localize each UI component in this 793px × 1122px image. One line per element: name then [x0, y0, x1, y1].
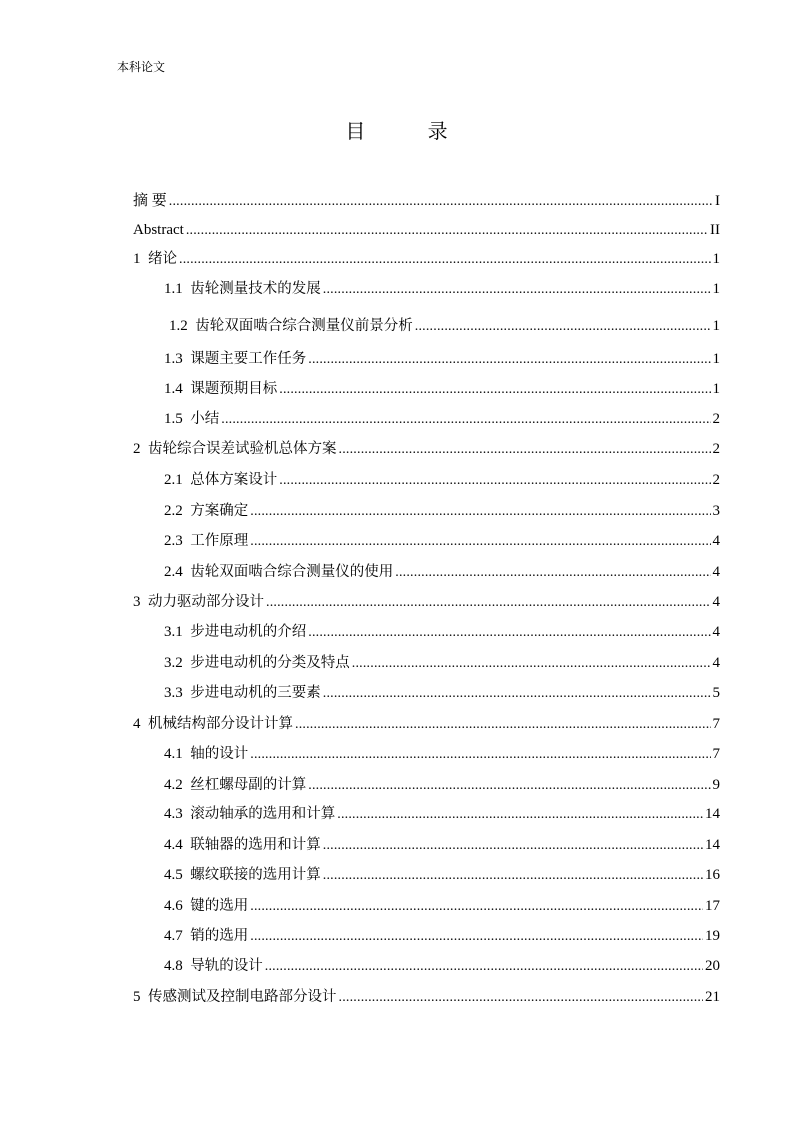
- toc-dot-leader: [221, 409, 710, 429]
- toc-dot-leader: [250, 744, 710, 764]
- toc-dot-leader: [323, 865, 703, 885]
- toc-entry-label: [164, 681, 321, 703]
- toc-entry-number: 摘 要: [133, 193, 167, 209]
- toc-entry[interactable]: [164, 560, 720, 582]
- toc-entry-label: [133, 218, 184, 240]
- toc-entry-title: 总体方案设计: [190, 472, 278, 488]
- toc-dot-leader: [186, 220, 708, 240]
- toc-page-number: 16: [705, 867, 720, 883]
- toc-dot-leader: [250, 896, 703, 916]
- toc-entry[interactable]: [164, 277, 720, 299]
- toc-entry-label: [164, 894, 248, 916]
- toc-dot-leader: [339, 987, 704, 1007]
- toc-entry-label: [164, 529, 248, 551]
- toc-page-number: 1: [712, 318, 720, 334]
- toc-entry[interactable]: [164, 742, 720, 764]
- toc-entry-title: 步进电动机的介绍: [190, 624, 307, 640]
- toc-entry-label: [164, 377, 277, 399]
- toc-entry[interactable]: [164, 894, 720, 916]
- toc-dot-leader: [279, 379, 710, 399]
- toc-entry-number: 3: [133, 594, 141, 610]
- toc-entry-title: 步进电动机的三要素: [190, 685, 321, 701]
- toc-entry-number: Abstract: [133, 222, 184, 238]
- toc-page-number: 9: [712, 777, 720, 793]
- toc-entry-number: 2.2: [164, 503, 183, 519]
- toc-page-number: 2: [712, 472, 720, 488]
- toc-entry-number: 4: [133, 716, 141, 732]
- toc-entry[interactable]: [164, 651, 720, 673]
- toc-entry[interactable]: [164, 681, 720, 703]
- toc-entry-title: 方案确定: [190, 503, 249, 519]
- toc-entry-label: [164, 620, 306, 642]
- toc-page-number: 2: [712, 411, 720, 427]
- toc-entry-label: [164, 773, 306, 795]
- toc-dot-leader: [323, 683, 711, 703]
- toc-entry[interactable]: [164, 954, 720, 976]
- toc-dot-leader: [250, 926, 703, 946]
- toc-page-number: 4: [712, 655, 720, 671]
- toc-dot-leader: [279, 470, 710, 490]
- toc-page-number: 14: [705, 837, 720, 853]
- toc-entry-title: 轴的设计: [190, 746, 249, 762]
- toc-page-number: 4: [712, 594, 720, 610]
- toc-page-number: 19: [705, 928, 720, 944]
- toc-page-number: 2: [712, 441, 720, 457]
- toc-dot-leader: [308, 349, 710, 369]
- toc-entry-label: [133, 189, 167, 211]
- toc-entry-number: 4.2: [164, 777, 183, 793]
- toc-entry[interactable]: [164, 802, 720, 824]
- toc-entry-title: 传感测试及控制电路部分设计: [148, 989, 337, 1005]
- toc-entry-number: 2.4: [164, 564, 183, 580]
- toc-entry-title: 导轨的设计: [190, 958, 263, 974]
- toc-entry-title: 绪论: [148, 251, 177, 267]
- toc-entry-label: [133, 437, 337, 459]
- toc-dot-leader: [250, 531, 710, 551]
- toc-entry-number: 4.5: [164, 867, 183, 883]
- toc-page-number: 3: [712, 503, 720, 519]
- toc-entry[interactable]: [164, 863, 720, 885]
- toc-entry-number: 2.1: [164, 472, 183, 488]
- toc-entry-label: [164, 802, 335, 824]
- toc-dot-leader: [395, 562, 710, 582]
- toc-entry-label: [164, 924, 248, 946]
- toc-entry[interactable]: [164, 529, 720, 551]
- toc-page-number: 5: [712, 685, 720, 701]
- toc-entry-number: 2: [133, 441, 141, 457]
- toc-entry[interactable]: [133, 189, 720, 211]
- toc-dot-leader: [323, 279, 711, 299]
- toc-entry[interactable]: [133, 218, 720, 240]
- toc-entry-number: 1: [133, 251, 141, 267]
- toc-entry-title: 滚动轴承的选用和计算: [190, 806, 336, 822]
- toc-page-number: I: [715, 193, 720, 209]
- toc-entry-label: [133, 590, 264, 612]
- toc-entry-label: [164, 954, 263, 976]
- toc-dot-leader: [265, 956, 703, 976]
- toc-entry-title: 齿轮综合误差试验机总体方案: [148, 441, 337, 457]
- toc-entry-label: [164, 468, 277, 490]
- toc-page-number: 4: [712, 533, 720, 549]
- toc-entry-title: 动力驱动部分设计: [148, 594, 264, 610]
- toc-entry-number: 4.7: [164, 928, 183, 944]
- toc-entry-number: 3.1: [164, 624, 183, 640]
- toc-entry-title: 步进电动机的分类及特点: [190, 655, 350, 671]
- toc-entry-title: 齿轮双面啮合综合测量仪的使用: [190, 564, 394, 580]
- toc-entry-title: 小结: [190, 411, 220, 427]
- toc-entry[interactable]: [164, 924, 720, 946]
- toc-dot-leader: [352, 653, 711, 673]
- toc-page-number: 1: [712, 381, 720, 397]
- toc-entry[interactable]: [164, 377, 720, 399]
- toc-entry-label: [164, 651, 350, 673]
- toc-entry-label: [169, 314, 413, 336]
- toc-entry-number: 1.5: [164, 411, 183, 427]
- toc-page-number: 7: [712, 716, 720, 732]
- toc-entry-title: 销的选用: [190, 928, 249, 944]
- toc-entry[interactable]: [133, 985, 720, 1007]
- toc-entry-title: 工作原理: [190, 533, 249, 549]
- toc-page-number: 21: [705, 989, 720, 1005]
- toc-entry-label: [164, 277, 321, 299]
- toc-dot-leader: [250, 501, 710, 521]
- toc-page-number: 4: [712, 624, 720, 640]
- toc-entry-number: 4.6: [164, 898, 183, 914]
- toc-entry[interactable]: [133, 247, 720, 269]
- toc-entry-label: [164, 742, 248, 764]
- toc-page-number: 1: [712, 281, 720, 297]
- toc-entry-title: 机械结构部分设计计算: [148, 716, 293, 732]
- toc-entry-number: 4.1: [164, 746, 183, 762]
- toc-dot-leader: [337, 804, 703, 824]
- toc-entry-label: [133, 247, 177, 269]
- toc-entry-label: [164, 863, 321, 885]
- toc-entry-title: 课题预期目标: [190, 381, 278, 397]
- toc-entry-title: 齿轮双面啮合综合测量仪前景分析: [195, 318, 413, 334]
- toc-dot-leader: [415, 316, 711, 336]
- toc-dot-leader: [179, 249, 711, 269]
- running-header: 本科论文: [117, 60, 166, 74]
- toc-entry-number: 5: [133, 989, 141, 1005]
- toc-entry-title: 联轴器的选用和计算: [190, 837, 321, 853]
- toc-entry-label: [164, 499, 248, 521]
- toc-page-number: 1: [712, 251, 720, 267]
- toc-entry-title: 丝杠螺母副的计算: [190, 777, 307, 793]
- toc-entry-title: 键的选用: [190, 898, 249, 914]
- toc-entry[interactable]: [133, 590, 720, 612]
- toc-entry[interactable]: [164, 499, 720, 521]
- toc-page-number: 4: [712, 564, 720, 580]
- toc-entry[interactable]: [164, 620, 720, 642]
- toc-page-number: 1: [712, 351, 720, 367]
- toc-entry-number: 1.4: [164, 381, 183, 397]
- toc-dot-leader: [266, 592, 711, 612]
- toc-page-number: 17: [705, 898, 720, 914]
- toc-dot-leader: [308, 775, 710, 795]
- toc-page-number: II: [710, 222, 720, 238]
- toc-entry-number: 1.1: [164, 281, 183, 297]
- toc-page-number: 20: [705, 958, 720, 974]
- toc-entry-number: 4.8: [164, 958, 183, 974]
- toc-entry-number: 1.3: [164, 351, 183, 367]
- toc-entry-title: 齿轮测量技术的发展: [190, 281, 321, 297]
- toc-entry-label: [164, 407, 219, 429]
- toc-entry-number: 3.3: [164, 685, 183, 701]
- toc-entry-number: 4.4: [164, 837, 183, 853]
- toc-dot-leader: [339, 439, 711, 459]
- toc-entry-number: 2.3: [164, 533, 183, 549]
- toc-entry-number: 4.3: [164, 806, 183, 822]
- toc-dot-leader: [308, 622, 710, 642]
- toc-page-number: 7: [712, 746, 720, 762]
- toc-entry[interactable]: [164, 773, 720, 795]
- toc-entry[interactable]: [169, 314, 720, 336]
- toc-entry[interactable]: [164, 833, 720, 855]
- toc-dot-leader: [295, 714, 711, 734]
- toc-entry-title: 螺纹联接的选用计算: [190, 867, 321, 883]
- toc-entry-label: [133, 712, 293, 734]
- toc-entry[interactable]: [164, 468, 720, 490]
- toc-entry[interactable]: [164, 347, 720, 369]
- page-title: 目 录: [345, 119, 476, 143]
- toc-entry-number: 3.2: [164, 655, 183, 671]
- toc-dot-leader: [323, 835, 703, 855]
- toc-entry-label: [164, 560, 393, 582]
- toc-entry-label: [164, 347, 306, 369]
- toc-dot-leader: [169, 191, 713, 211]
- toc-page-number: 14: [705, 806, 720, 822]
- toc-entry-label: [164, 833, 321, 855]
- toc-entry[interactable]: [133, 437, 720, 459]
- toc-entry-number: 1.2: [169, 318, 188, 334]
- toc-entry-label: [133, 985, 337, 1007]
- toc-entry[interactable]: [133, 712, 720, 734]
- toc-entry-title: 课题主要工作任务: [190, 351, 307, 367]
- toc-entry[interactable]: [164, 407, 720, 429]
